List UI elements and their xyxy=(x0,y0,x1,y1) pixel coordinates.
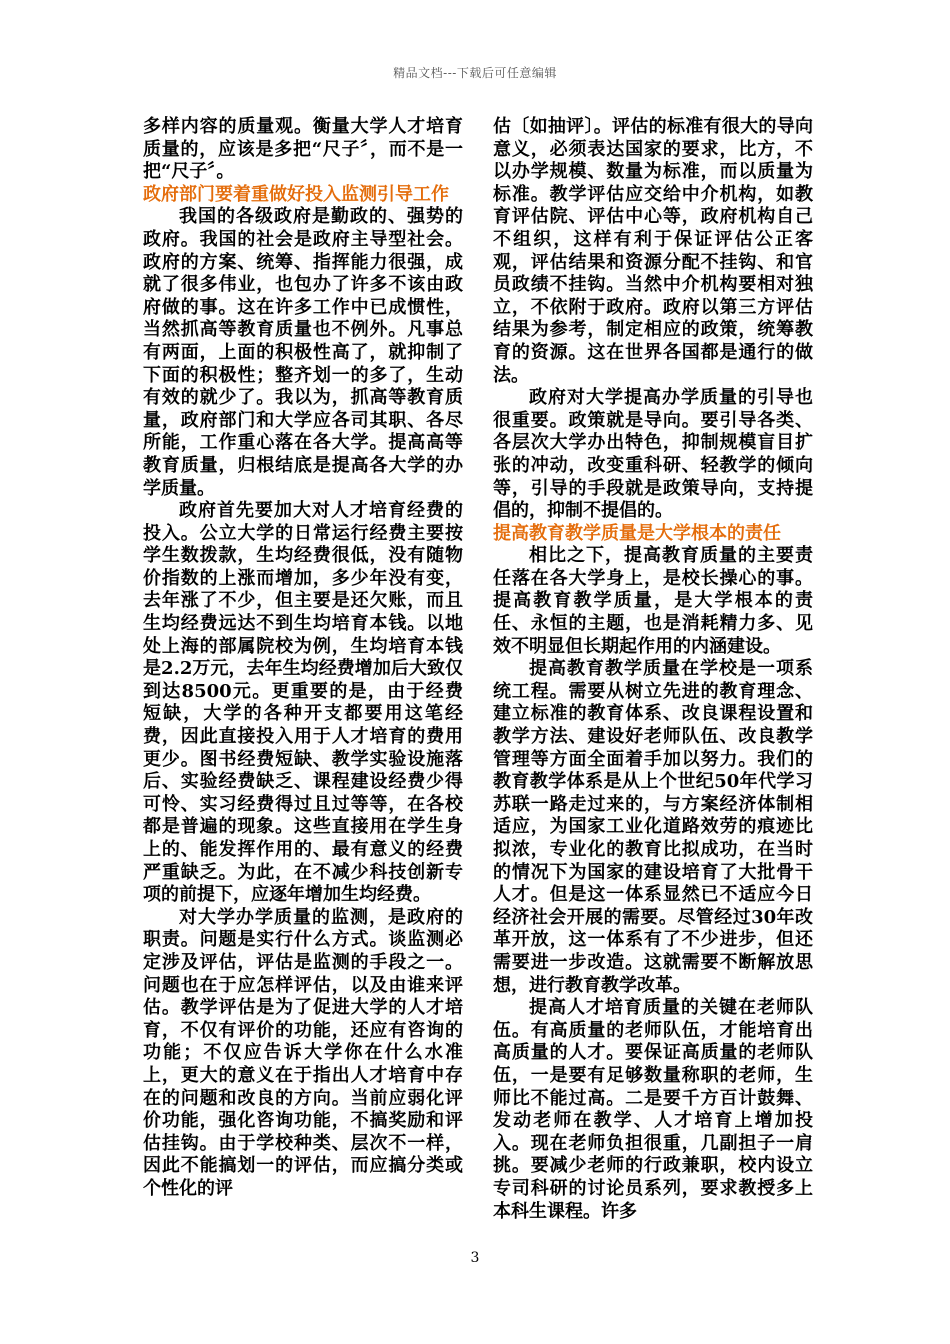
page-header: 精品文档---下载后可任意编辑 xyxy=(393,66,557,80)
paragraph: 我国的各级政府是勤政的、强势的政府。我国的社会是政府主导型社会。政府的方案、统筹、指挥能力很强，成就了很多伟业，也包办了许多不该由政府做的事。这在许多工作中已成惯性，当然抓高等教育质量也不例外。凡事总有两面，上面的积极性高了，就抑制了下面的积极性；整齐划一的多了，生动有效的就少了。我以为，抓高等教育质量，政府部门和大学应各司其职、各尽所能，工作重心落在各大学。提高高等教育质量，归根结底是提高各大学的办学质量。 xyxy=(143,206,463,499)
paragraph: 提高人才培育质量的关键在老师队伍。有高质量的老师队伍，才能培育出高质量的人才。要保证高质量的老师队伍，一是要有足够数量称职的老师，生师比不能过高。二是要千方百计鼓舞、发动老师在教学、人才培育上增加投入。现在老师负担很重，几副担子一肩挑。要减少老师的行政兼职，校内设立专司科研的讨论员系列，要求教授多上本科生课程。许多 xyxy=(493,997,813,1222)
section-heading-government: 政府部门要着重做好投入监测引导工作 xyxy=(143,183,449,205)
paragraph: 相比之下，提高教育质量的主要责任落在各大学身上，是校长操心的事。提高教育教学质量，是大学根本的责任、永恒的主题，也是消耗精力多、见效不明显但长期起作用的内涵建设。 xyxy=(493,545,813,657)
paragraph: 对大学办学质量的监测，是政府的职责。问题是实行什么方式。谈监测必定涉及评估，评估是监测的手段之一。问题也在于应怎样评估，以及由谁来评估。教学评估是为了促进大学的人才培育，不仅有评价的功能，还应有咨询的功能；不仅应告诉大学你在什么水准上，更大的意义在于指出人才培育中存在的问题和改良的方向。当前应弱化评价功能，强化咨询功能，不搞奖励和评估挂钩。由于学校种类、层次不一样，因此不能搞划一的评估，而应搞分类或个性化的评 xyxy=(143,906,463,1199)
paragraph-continuation: 估〔如抽评〕。评估的标准有很大的导向意义，必须表达国家的要求，比方，不以办学规模、数量为标准，而以质量为标准。教学评估应交给中介机构，如教育评估院、评估中心等，政府机构自己不组织，这样有利于保证评估公正客观，评估结果和资源分配不挂钩、和官员政绩不挂钩。当然中介机构要相对独立，不依附于政府。政府以第三方评估结果为参考，制定相应的政策，统筹教育的资源。这在世界各国都是通行的做法。 xyxy=(493,116,813,386)
paragraph-continuation: 多样内容的质量观。衡量大学人才培育质量的，应该是多把“尺子〞，而不是一把“尺子〞。 xyxy=(143,116,463,183)
paragraph: 提高教育教学质量在学校是一项系统工程。需要从树立先进的教育理念、建立标准的教育体系、改良课程设置和教学方法、建设好老师队伍、改良教学管理等方面全面着手加以努力。我们的教育教学体系是从上个世纪50年代学习苏联一路走过来的，与方案经济体制相适应，为国家工业化道路效劳的痕迹比拟浓，专业化的教育比拟成功，在当时的情况下为国家的建设培育了大批骨干人才。但是这一体系显然已不适应今日经济社会开展的需要。尽管经过30年改革开放，这一体系有了不少进步，但还需要进一步改造。这就需要不断解放思想，进行教育教学改革。 xyxy=(493,658,813,996)
left-column xyxy=(143,116,463,1201)
page-number: 3 xyxy=(470,1250,480,1266)
paragraph: 政府首先要加大对人才培育经费的投入。公立大学的日常运行经费主要按学生数拨款，生均经费很低，没有随物价指数的上涨而增加，多少年没有变，去年涨了不少，但主要是还欠账，而且生均经费远达不到生均培育本钱。以地处上海的部属院校为例，生均培育本钱是2.2万元，去年生均经费增加后大致仅到达8500元。更重要的是，由于经费短缺，大学的各种开支都要用这笔经费，因此直接投入用于人才培育的费用更少。图书经费短缺、教学实验设施落后、实验经费缺乏、课程建设经费少得可怜、实习经费得过且过等等，在各校都是普遍的现象。这些直接用在学生身上的、能发挥作用的、最有意义的经费严重缺乏。为此，在不减少科技创新专项的前提下，应逐年增加生均经费。 xyxy=(143,500,463,906)
paragraph: 政府对大学提高办学质量的引导也很重要。政策就是导向。要引导各类、各层次大学办出特色，抑制规模盲目扩张的冲动，改变重科研、轻教学的倾向等，引导的手段就是政策导向，支持提倡的，抑制不提倡的。 xyxy=(493,387,813,522)
section-heading-university: 提高教育教学质量是大学根本的责任 xyxy=(493,522,781,544)
right-column xyxy=(493,116,813,1223)
